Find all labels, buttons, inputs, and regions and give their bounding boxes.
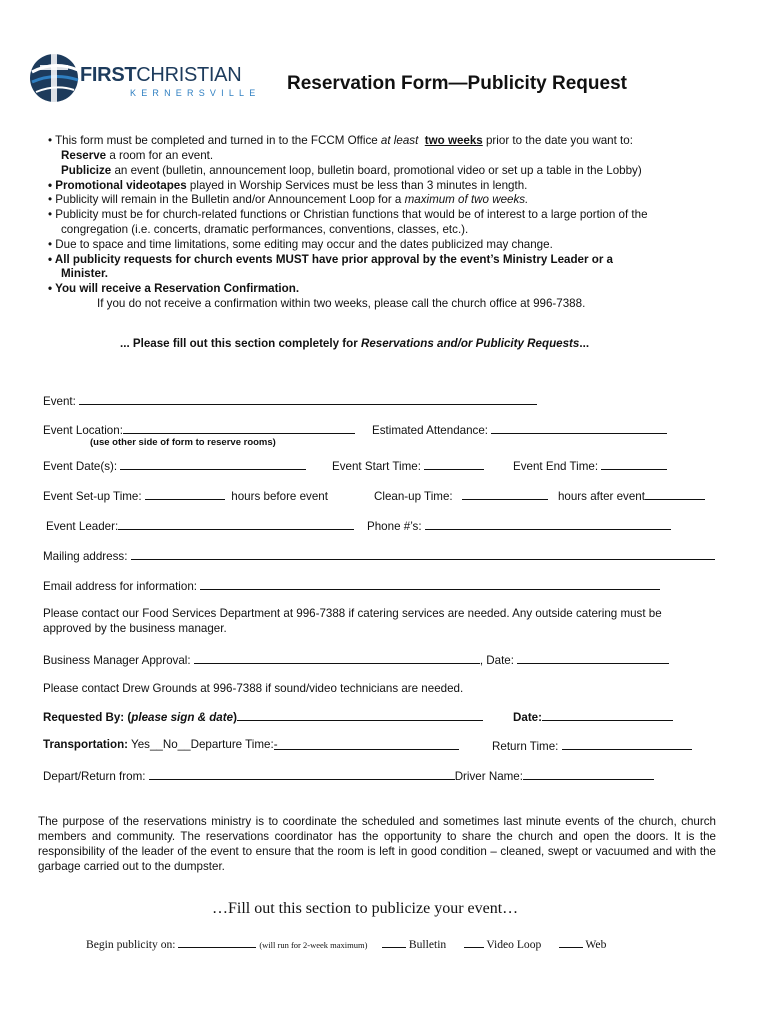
business-manager-approval-input-line[interactable]: [194, 652, 480, 664]
email-label: Email address for information:: [43, 580, 198, 593]
start-time-field[interactable]: [332, 458, 484, 473]
requested-by-input-line[interactable]: [237, 709, 483, 721]
requested-by-field[interactable]: [43, 709, 483, 724]
event-leader-label: Event Leader:: [46, 520, 119, 533]
transportation-field[interactable]: [43, 738, 459, 751]
event-dates-field[interactable]: [43, 458, 306, 473]
business-manager-approval-field[interactable]: [43, 652, 669, 667]
request-date-input-line[interactable]: [542, 709, 673, 721]
transportation-options[interactable]: Yes__No__Departure Time:: [128, 738, 274, 751]
departure-time-input-line[interactable]: -: [274, 738, 459, 750]
setup-time-input-line[interactable]: [145, 488, 225, 500]
request-date-label: Date:: [513, 711, 542, 724]
publicize-heading: …Fill out this section to publicize your event…: [212, 900, 519, 917]
phones-field[interactable]: [367, 518, 671, 533]
transportation-label: Transportation:: [43, 738, 129, 751]
logo-first-text: FIRST: [80, 64, 137, 86]
instruction-line-10: Minister.: [61, 267, 109, 280]
publicize-options-row: [86, 936, 606, 951]
logo-christian-text: CHRISTIAN: [136, 64, 242, 86]
email-input-line[interactable]: [200, 578, 660, 590]
instruction-line-5: • Publicity will remain in the Bulletin and/or Announcement Loop for a maximum of two weeks.: [48, 193, 529, 206]
bm-date-label: , Date:: [479, 654, 514, 667]
instruction-line-6: • Publicity must be for church-related functions or Christian functions that would be of interest to a large portion of the: [48, 208, 648, 221]
return-time-input-line[interactable]: [562, 738, 692, 750]
hours-after-label: hours after event: [557, 490, 645, 503]
business-manager-approval-label: Business Manager Approval:: [43, 654, 191, 667]
request-date-field[interactable]: [513, 709, 673, 724]
begin-publicity-input-line[interactable]: [178, 936, 256, 948]
event-dates-input-line[interactable]: [120, 458, 306, 470]
event-location-field[interactable]: [43, 422, 355, 437]
setup-time-field[interactable]: [43, 488, 328, 503]
food-services-line-2: approved by the business manager.: [43, 622, 227, 635]
church-logo: [26, 50, 261, 105]
email-field[interactable]: [43, 578, 660, 593]
driver-name-input-line[interactable]: [523, 768, 654, 780]
video-loop-label: Video Loop: [486, 938, 542, 951]
end-time-label: Event End Time:: [513, 460, 599, 473]
event-leader-field[interactable]: [46, 518, 354, 533]
event-dates-label: Event Date(s):: [43, 460, 118, 473]
food-services-line-1: Please contact our Food Services Department at 996-7388 if catering services are needed. Any outside catering must be: [43, 607, 662, 620]
logo-city-text: KERNERSVILLE: [130, 88, 261, 98]
hours-before-label: hours before event: [231, 490, 328, 503]
hours-after-input-line[interactable]: [645, 488, 705, 500]
return-time-label: Return Time:: [492, 740, 559, 753]
event-field[interactable]: [43, 393, 537, 408]
attendance-field[interactable]: [372, 422, 667, 437]
instruction-line-7: congregation (i.e. concerts, dramatic performances, conventions, classes, etc.).: [61, 223, 469, 236]
mailing-address-input-line[interactable]: [131, 548, 715, 560]
phones-input-line[interactable]: [425, 518, 671, 530]
end-time-input-line[interactable]: [601, 458, 667, 470]
start-time-label: Event Start Time:: [332, 460, 421, 473]
instruction-line-1: • This form must be completed and turned in to the FCCM Office at least two weeks prior to the date you want to:: [48, 134, 633, 147]
instruction-line-2: Reserve a room for an event.: [61, 149, 214, 162]
cleanup-time-input-line[interactable]: [462, 488, 548, 500]
video-loop-checkbox-line[interactable]: [464, 936, 484, 948]
driver-name-label: Driver Name:: [454, 770, 523, 783]
event-leader-input-line[interactable]: [118, 518, 354, 530]
event-label: Event:: [43, 395, 76, 408]
return-time-field[interactable]: [492, 738, 692, 753]
begin-publicity-label: Begin publicity on:: [86, 938, 176, 951]
sound-video-note: Please contact Drew Grounds at 996-7388 if sound/video technicians are needed.: [43, 682, 464, 695]
instruction-line-9: • All publicity requests for church events MUST have prior approval by the event’s Ministry Leader or a: [48, 253, 613, 266]
cleanup-time-label: Clean-up Time:: [374, 490, 453, 503]
attendance-label: Estimated Attendance:: [372, 424, 489, 437]
depart-return-label: Depart/Return from:: [43, 770, 146, 783]
location-note: (use other side of form to reserve rooms): [90, 437, 276, 448]
web-label: Web: [585, 938, 607, 951]
mailing-address-label: Mailing address:: [43, 550, 128, 563]
publicity-duration-note: (will run for 2-week maximum): [259, 940, 368, 950]
instruction-line-8: • Due to space and time limitations, some editing may occur and the dates publicized may change.: [48, 238, 553, 251]
instruction-line-4: • Promotional videotapes played in Worship Services must be less than 3 minutes in length.: [48, 179, 528, 192]
attendance-input-line[interactable]: [491, 422, 667, 434]
bulletin-checkbox-line[interactable]: [382, 936, 406, 948]
phones-label: Phone #’s:: [367, 520, 422, 533]
page-title: Reservation Form—Publicity Request: [287, 73, 627, 94]
instruction-line-3: Publicize an event (bulletin, announcement loop, bulletin board, promotional video or set up a table in the Lobby): [61, 164, 642, 177]
instruction-line-12: If you do not receive a confirmation within two weeks, please call the church office at 996-7388.: [97, 297, 586, 310]
instruction-line-11: • You will receive a Reservation Confirmation.: [48, 282, 300, 295]
event-location-label: Event Location:: [43, 424, 123, 437]
cleanup-time-field[interactable]: [374, 488, 705, 503]
depart-return-input-line[interactable]: [149, 768, 455, 780]
globe-cross-icon: [26, 50, 82, 106]
setup-time-label: Event Set-up Time:: [43, 490, 142, 503]
section-heading: ... Please fill out this section completely for Reservations and/or Publicity Requests...: [120, 337, 590, 350]
web-checkbox-line[interactable]: [559, 936, 583, 948]
mailing-address-field[interactable]: [43, 548, 715, 563]
requested-by-label: Requested By: (please sign & date): [43, 711, 237, 724]
bm-date-input-line[interactable]: [517, 652, 669, 664]
bulletin-label: Bulletin: [408, 938, 447, 951]
event-input-line[interactable]: [79, 393, 537, 405]
end-time-field[interactable]: [513, 458, 667, 473]
start-time-input-line[interactable]: [424, 458, 484, 470]
event-location-input-line[interactable]: [123, 422, 355, 434]
depart-return-field[interactable]: [43, 768, 654, 783]
purpose-paragraph: The purpose of the reservations ministry is to coordinate the scheduled and sometimes last minute events of the church, church members and community. The reservations coordinator has the opportunity to share the church and open the doors. It is the responsibility of the leader of the event to ensure that the room is left in good condition – cleaned, swept or vacuumed and with the garbage carried out to the dumpster.: [38, 815, 716, 873]
